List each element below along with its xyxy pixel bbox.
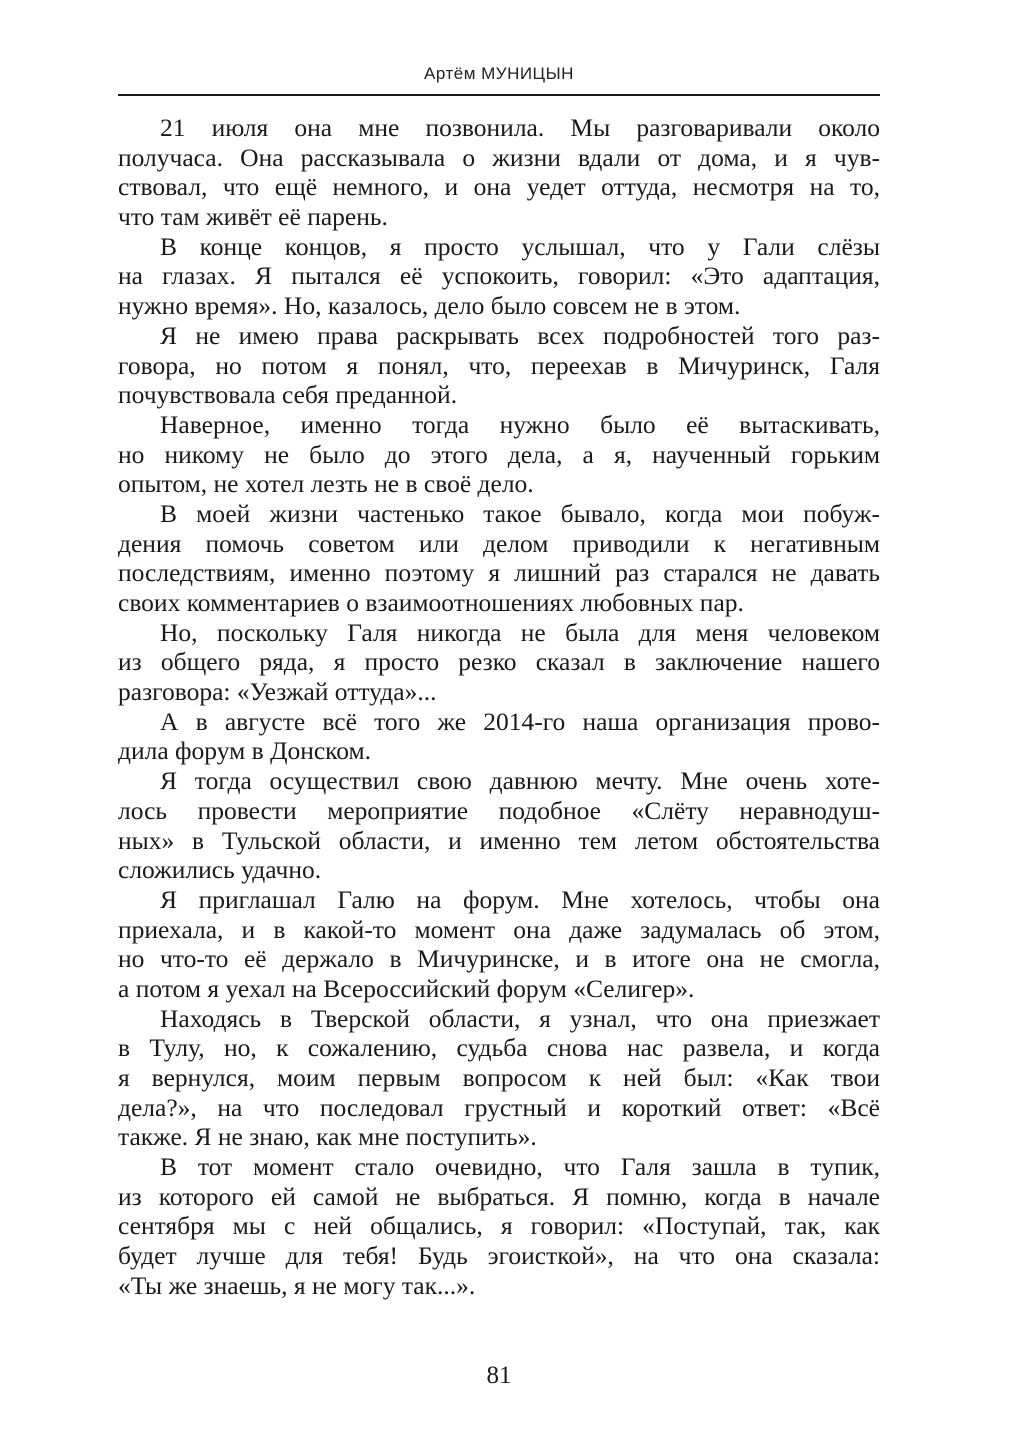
text-line: Наверное, именно тогда нужно было её вытаскивать, <box>160 409 880 439</box>
text-line: своих комментариев о взаимоотношениях любовных пар. <box>118 588 744 617</box>
text-line: из которого ей самой не выбраться. Я помню, когда в начале <box>118 1181 880 1211</box>
text-line: опытом, не хотел лезть не в своё дело. <box>118 469 534 499</box>
text-line: А в августе всё того же 2014-го наша организация прово- <box>160 706 880 736</box>
text-line: из общего ряда, я просто резко сказал в заключение нашего <box>118 647 880 677</box>
text-line: разговора: «Уезжай оттуда»... <box>118 677 437 707</box>
paragraph <box>118 618 880 707</box>
text-line: сложились удачно. <box>118 855 322 885</box>
text-line: последствиям, именно поэтому я лишний раз старался не давать <box>118 558 880 588</box>
paragraph <box>118 766 880 885</box>
paragraph <box>118 1004 880 1152</box>
text-line: на глазах. Я пытался её успокоить, говорил: «Это адаптация, <box>118 261 880 291</box>
text-line: а потом я уехал на Всероссийский форум «Селигер». <box>118 973 695 1003</box>
text-line: но что-то её держало в Мичуринске, и в итоге она не смогла, <box>118 944 880 974</box>
paragraph <box>118 707 880 766</box>
text-line: В моей жизни частенько такое бывало, когда мои побуж- <box>160 498 880 528</box>
header-rule <box>118 94 880 96</box>
text-line: я вернулся, моим первым вопросом к ней был: «Как твои <box>118 1063 880 1092</box>
text-line: нужно время». Но, казалось, дело было совсем не в этом. <box>118 291 741 321</box>
text-line: В конце концов, я просто услышал, что у Гали слёзы <box>160 231 880 261</box>
text-line: сентября мы с ней общались, я говорил: «Поступай, так, как <box>118 1211 880 1241</box>
text-line: ных» в Тульской области, и именно тем летом обстоятельства <box>118 825 880 855</box>
paragraph <box>118 410 880 499</box>
text-line: что там живёт её парень. <box>118 202 388 232</box>
text-line: Я тогда осуществил свою давнюю мечту. Мне очень хоте- <box>160 766 880 796</box>
text-line: будет лучше для тебя! Будь эгоисткой», на что она сказала: <box>118 1241 880 1271</box>
text-line: Но, поскольку Галя никогда не была для меня человеком <box>160 617 880 647</box>
paragraph <box>118 232 880 321</box>
text-line: «Ты же знаешь, я не могу так...». <box>118 1270 476 1300</box>
text-line: В тот момент стало очевидно, что Галя зашла в тупик, <box>160 1152 880 1182</box>
body-text <box>118 113 880 1301</box>
text-line: в Тулу, но, к сожалению, судьба снова нас развела, и когда <box>118 1033 880 1063</box>
running-head-author: Артём МУНИЦЫН <box>424 64 574 83</box>
text-line: приехала, и в какой-то момент она даже задумалась об этом, <box>118 914 880 944</box>
paragraph <box>118 499 880 618</box>
text-line: лось провести мероприятие подобное «Слёту неравнодуш- <box>118 795 880 825</box>
text-line: говора, но потом я понял, что, переехав в Мичуринск, Галя <box>118 350 880 380</box>
paragraph <box>118 113 880 232</box>
text-line: ствовал, что ещё немного, и она уедет оттуда, несмотря на то, <box>118 172 880 202</box>
text-line: но никому не было до этого дела, а я, наученный горьким <box>118 439 880 469</box>
text-line: дела?», на что последовал грустный и короткий ответ: «Всё <box>118 1092 880 1122</box>
text-line: получаса. Она рассказывала о жизни вдали от дома, и я чув- <box>118 142 880 172</box>
text-line: Находясь в Тверской области, я узнал, что она приезжает <box>160 1003 880 1033</box>
paragraph <box>118 321 880 410</box>
page-number: 81 <box>486 1362 512 1389</box>
text-line: дила форум в Донском. <box>118 736 372 766</box>
text-line: также. Я не знаю, как мне поступить». <box>118 1122 537 1152</box>
text-line: дения помочь советом или делом приводили к негативным <box>118 528 880 558</box>
text-line: почувствовала себя преданной. <box>118 380 458 410</box>
text-line: Я не имею права раскрывать всех подробностей того раз- <box>160 320 880 350</box>
text-line: Я приглашал Галю на форум. Мне хотелось, чтобы она <box>160 884 880 914</box>
paragraph <box>118 885 880 1004</box>
text-line: 21 июля она мне позвонила. Мы разговаривали около <box>160 113 880 142</box>
paragraph <box>118 1152 880 1300</box>
